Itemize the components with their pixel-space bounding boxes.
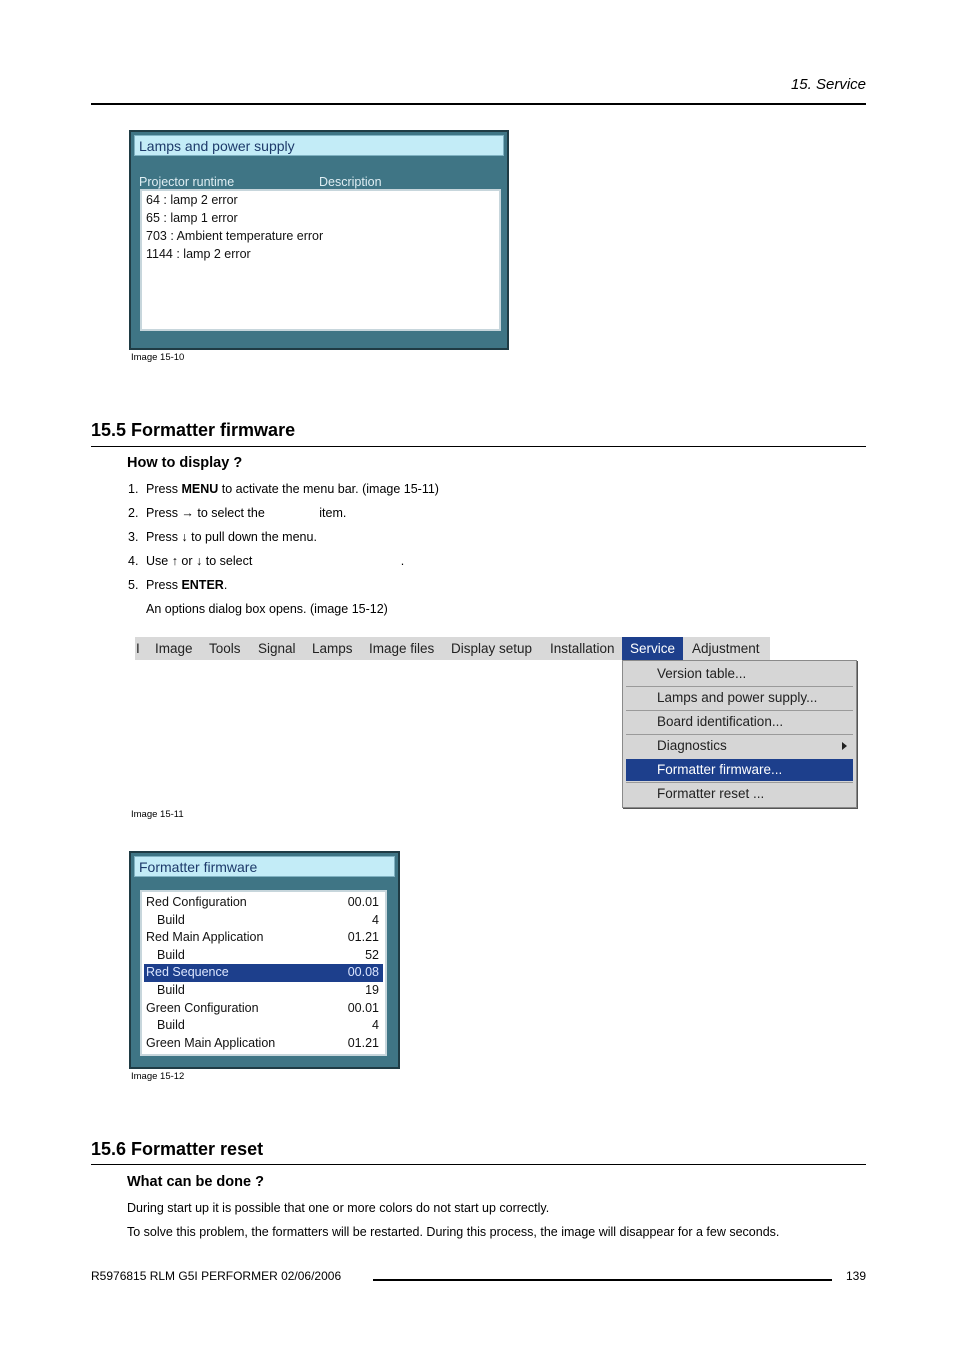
table-row: Green Configuration 00.01 [146,1000,379,1015]
footer-doc-id: R5976815 RLM G5I PERFORMER 02/06/2006 [91,1269,342,1283]
menu-item-installation[interactable]: Installation [550,641,615,656]
list-item: 1144 : lamp 2 error [146,247,251,261]
menu-item-adjustment[interactable]: Adjustment [692,641,760,656]
menu-bar [135,637,770,660]
paragraph: To solve this problem, the formatters will be restarted. During this process, the image will disappear for a few seconds. [127,1225,780,1239]
footer-rule [373,1279,832,1281]
firmware-dialog [129,851,400,1069]
lamps-dialog-title: Lamps and power supply [134,135,504,156]
col-description: Description [319,175,382,189]
section-heading: 15.6 Formatter reset [91,1139,264,1159]
col-runtime: Projector runtime [139,175,235,189]
chapter-title: 15. Service [790,76,866,93]
menu-item-i[interactable]: I [136,641,140,656]
submenu-arrow-icon [842,742,847,750]
menu-item-lamps[interactable]: Lamps [312,641,353,656]
menu-option-diagnostics[interactable]: Diagnostics [626,735,853,757]
step-5: 5. Press ENTER. [128,578,228,592]
list-item: 65 : lamp 1 error [146,211,238,225]
menu-item-image[interactable]: Image [155,641,193,656]
section-rule [91,1164,866,1165]
menu-item-tools[interactable]: Tools [209,641,241,656]
section-rule [91,446,866,447]
menu-item-signal[interactable]: Signal [258,641,296,656]
image-caption: Image 15-12 [131,1071,185,1082]
subheading: What can be done ? [127,1174,264,1190]
section-heading: 15.5 Formatter firmware [91,420,296,440]
paragraph: During start up it is possible that one or more colors do not start up correctly. [127,1201,550,1215]
lamps-dialog [129,130,509,350]
menu-option-lamps-power[interactable]: Lamps and power supply... [657,690,818,705]
step-note: An options dialog box opens. (image 15-12) [146,602,388,616]
menu-item-image-files[interactable]: Image files [369,641,435,656]
table-row: Green Main Application 01.21 [146,1035,379,1050]
step-1: 1. Press MENU to activate the menu bar. (image 15-11) [128,482,439,496]
step-3: 3. Press ↓ to pull down the menu. [128,530,317,544]
subheading: How to display ? [127,455,243,471]
list-item: 64 : lamp 2 error [146,193,238,207]
step-2: 2. Press → to select the item. [128,506,347,520]
menu-option-version-table[interactable]: Version table... [657,666,747,681]
lamps-error-list[interactable] [140,189,501,331]
service-dropdown-menu [622,660,857,808]
header-rule [91,103,866,105]
menu-option-board-identification[interactable]: Board identification... [657,714,784,729]
menu-option-formatter-reset[interactable]: Formatter reset ... [657,786,765,801]
table-row-selected[interactable]: Red Sequence 00.08 [144,964,383,982]
image-caption: Image 15-11 [131,809,184,820]
menu-option-formatter-firmware[interactable]: Formatter firmware... [626,759,853,781]
table-row: Build 4 [157,912,379,927]
menu-item-service[interactable]: Service [622,637,683,660]
firmware-list[interactable] [140,890,387,1056]
step-4: 4. Use ↑ or ↓ to select . [128,554,405,568]
list-item: 703 : Ambient temperature error [146,229,324,243]
table-row: Build 52 [157,947,379,962]
table-row: Build 4 [157,1018,379,1033]
table-row: Build 19 [157,983,379,997]
table-row: Red Configuration 00.01 [146,895,379,909]
menu-item-display-setup[interactable]: Display setup [451,641,533,656]
table-row: Red Main Application 01.21 [146,930,379,945]
page-number: 139 [845,1269,866,1283]
image-caption: Image 15-10 [131,352,185,363]
firmware-dialog-title: Formatter firmware [134,856,395,877]
